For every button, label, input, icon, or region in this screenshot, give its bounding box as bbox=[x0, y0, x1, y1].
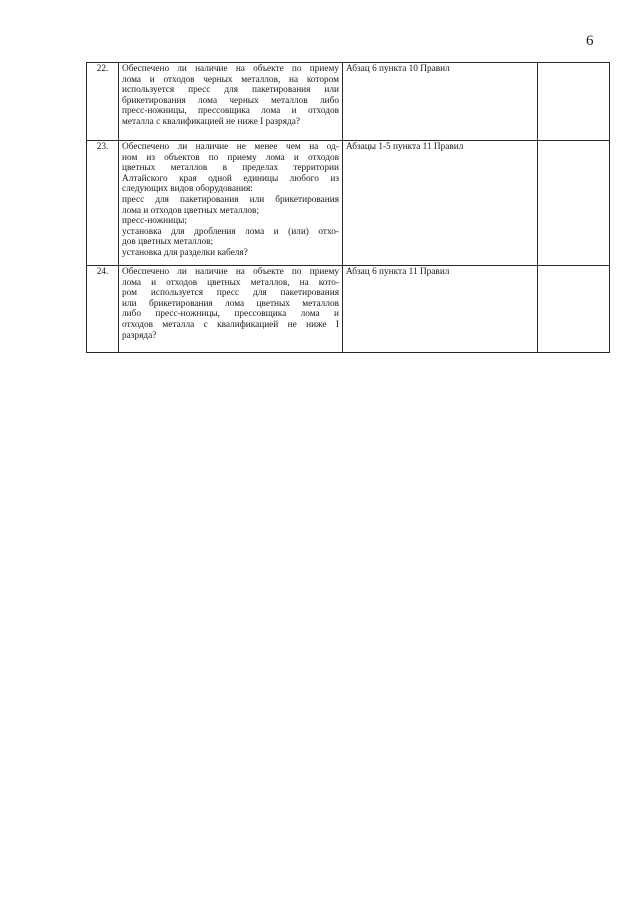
question-line: лома и отходов цветных металлов; bbox=[122, 205, 260, 216]
table-row bbox=[87, 63, 610, 141]
row-number: 22. bbox=[87, 63, 119, 141]
legal-reference: Абзац 6 пункта 11 Правил bbox=[343, 266, 538, 353]
question-line: пресс-ножницы; bbox=[122, 216, 187, 227]
question-text bbox=[119, 141, 343, 266]
question-line: Обеспечено ли наличие на объекте по приему bbox=[122, 64, 339, 74]
question-line: Алтайского края одной единицы любого из bbox=[122, 173, 339, 184]
question-line: Обеспечено ли наличие не менее чем на од- bbox=[122, 142, 339, 152]
question-line: или брикетирования лома цветных металлов bbox=[122, 298, 339, 309]
question-line: пресс-ножницы, прессовщика лома и отходов bbox=[122, 106, 339, 117]
question-line: разряда? bbox=[122, 330, 157, 341]
question-line: установка для дробления лома и (или) отхо- bbox=[122, 226, 339, 237]
question-text bbox=[119, 63, 343, 141]
question-line: лома и отходов цветных металлов, на кото- bbox=[122, 277, 339, 288]
legal-reference: Абзацы 1-5 пункта 11 Правил bbox=[343, 141, 538, 266]
question-line: дов цветных металлов; bbox=[122, 237, 214, 248]
empty-cell bbox=[538, 63, 610, 141]
question-line: используется пресс для пакетирования или bbox=[122, 85, 339, 96]
legal-reference: Абзац 6 пункта 10 Правил bbox=[343, 63, 538, 141]
question-line: ром используется пресс для пакетирования bbox=[122, 288, 339, 299]
question-text bbox=[119, 266, 343, 353]
question-line: установка для разделки кабеля? bbox=[122, 247, 248, 258]
page-number: 6 bbox=[586, 33, 594, 49]
table-row bbox=[87, 141, 610, 266]
question-line: брикетирования лома черных металлов либо bbox=[122, 95, 339, 106]
question-line: ном из объектов по приему лома и отходов bbox=[122, 152, 339, 163]
row-number: 23. bbox=[87, 141, 119, 266]
checklist-table bbox=[86, 62, 610, 353]
question-line: цветных металлов в пределах территории bbox=[122, 163, 339, 174]
empty-cell bbox=[538, 141, 610, 266]
question-line: пресс для пакетирования или брикетирования bbox=[122, 194, 339, 205]
empty-cell bbox=[538, 266, 610, 353]
row-number: 24. bbox=[87, 266, 119, 353]
table-row bbox=[87, 266, 610, 353]
question-line: лома и отходов черных металлов, на котором bbox=[122, 74, 339, 85]
question-line: металла с квалификацией не ниже I разряда? bbox=[122, 116, 300, 127]
question-line: следующих видов оборудования: bbox=[122, 184, 253, 195]
question-line: отходов металла с квалификацией не ниже I bbox=[122, 319, 339, 330]
question-line: Обеспечено ли наличие на объекте по приему bbox=[122, 267, 339, 277]
question-line: либо пресс-ножницы, прессовщика лома и bbox=[122, 309, 339, 320]
